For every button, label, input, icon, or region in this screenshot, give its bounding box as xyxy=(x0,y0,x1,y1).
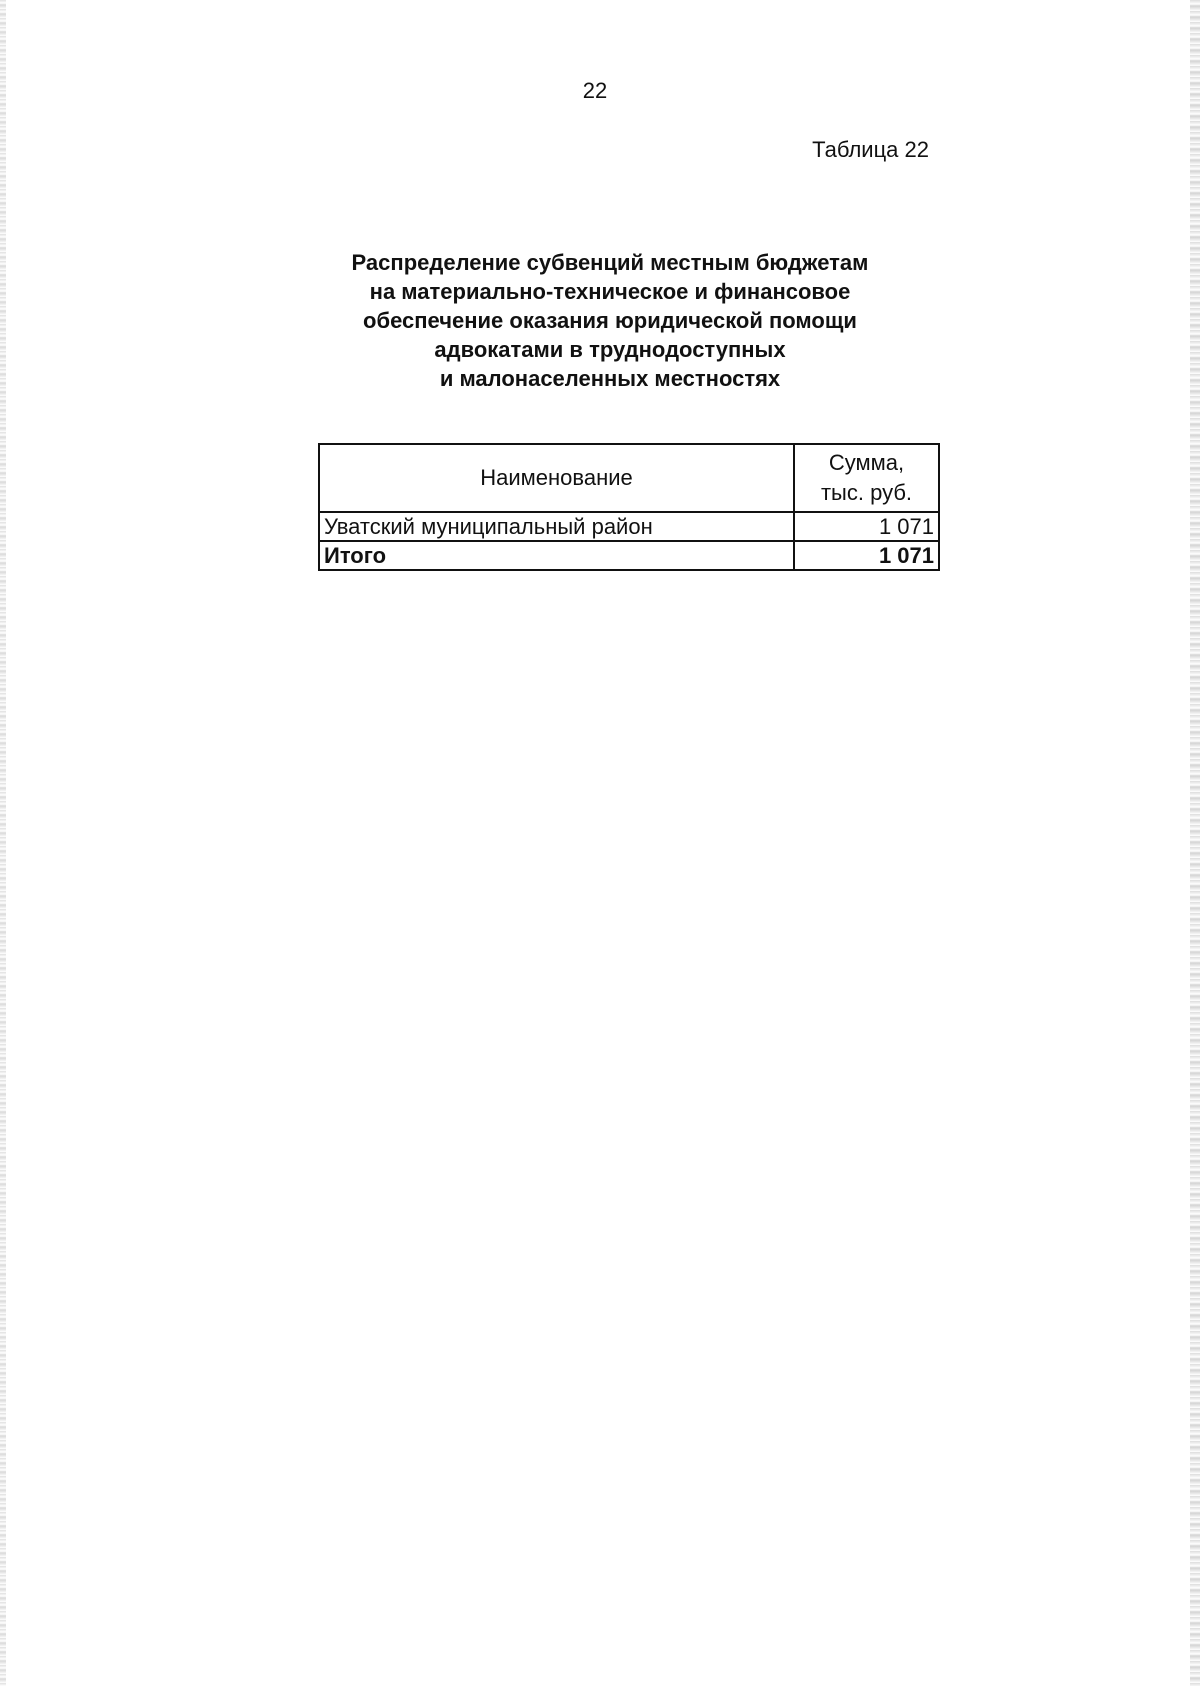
table-row xyxy=(319,512,939,541)
table-total-row xyxy=(319,541,939,570)
header-sum-line: Сумма, xyxy=(828,450,905,475)
title-line: и малонаселенных местностях xyxy=(439,366,781,391)
title-line: адвокатами в труднодоступных xyxy=(434,337,786,362)
title-line: на материально-техническое и финансовое xyxy=(369,279,851,304)
header-sum xyxy=(794,444,939,512)
row-value: 1 071 xyxy=(794,512,939,541)
header-sum-line: тыс. руб. xyxy=(820,480,913,505)
page-number: 22 xyxy=(582,78,608,103)
title-line: Распределение субвенций местным бюджетам xyxy=(351,250,869,275)
total-name: Итого xyxy=(319,541,794,570)
table-header-row xyxy=(319,444,939,512)
scan-edge-right xyxy=(1190,0,1200,1686)
total-value: 1 071 xyxy=(794,541,939,570)
row-name: Уватский муниципальный район xyxy=(319,512,794,541)
scan-edge-left xyxy=(0,0,6,1686)
subventions-table xyxy=(318,443,940,571)
table-caption: Таблица 22 xyxy=(812,137,929,162)
title-line: обеспечение оказания юридической помощи xyxy=(363,308,857,333)
header-name: Наименование xyxy=(319,444,794,512)
document-title xyxy=(310,248,910,393)
